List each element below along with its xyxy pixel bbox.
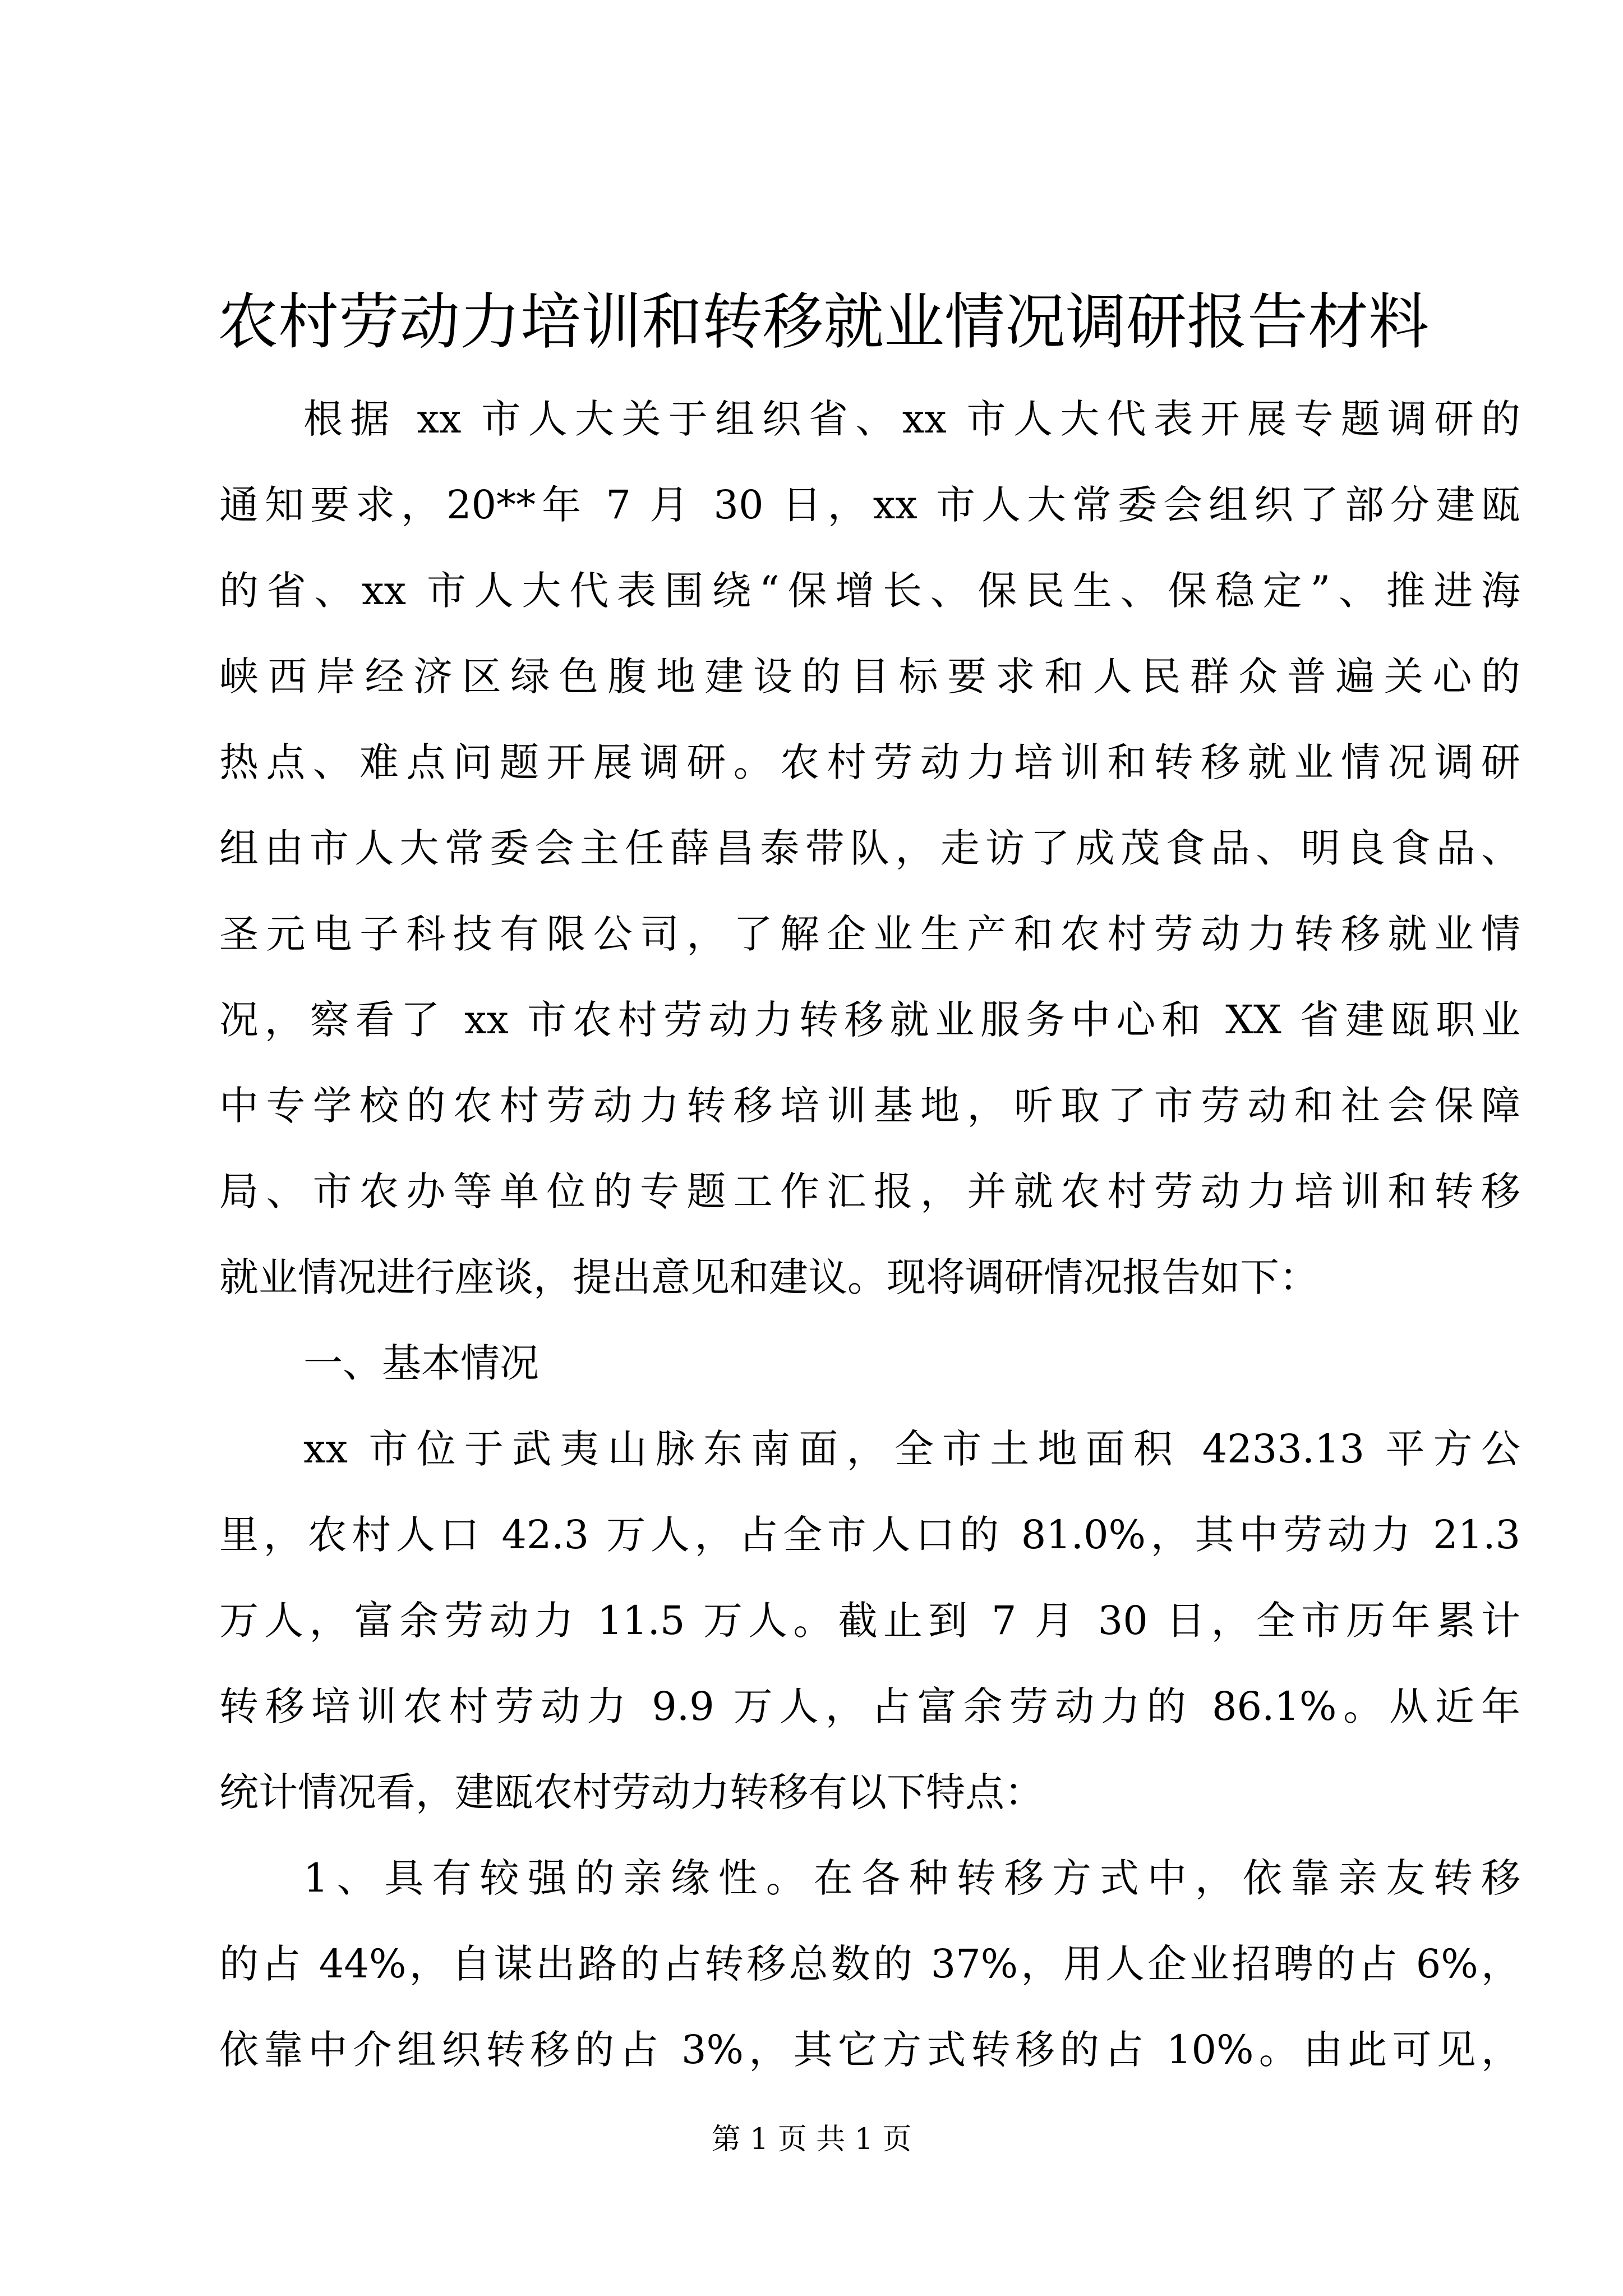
paragraph-line: 峡西岸经济区绿色腹地建设的目标要求和人民群众普遍关心的 <box>219 654 1520 700</box>
section-heading: 一、基本情况 <box>303 1340 539 1386</box>
document-body <box>219 376 1520 2093</box>
paragraph-line: 万人，富余劳动力 11.5 万人。截止到 7 月 30 日，全市历年累计 <box>219 1598 1520 1644</box>
page-number-footer: 第 1 页 共 1 页 <box>711 2123 912 2156</box>
paragraph-line: 的占 44%，自谋出路的占转移总数的 37%，用人企业招聘的占 6%， <box>219 1941 1520 1987</box>
paragraph-line: 圣元电子科技有限公司，了解企业生产和农村劳动力转移就业情 <box>219 911 1520 957</box>
paragraph-line: 1、具有较强的亲缘性。在各种转移方式中，依靠亲友转移 <box>303 1855 1520 1901</box>
paragraph-line: 就业情况进行座谈，提出意见和建议。现将调研情况报告如下： <box>219 1254 1318 1300</box>
paragraph-line: 局、市农办等单位的专题工作汇报，并就农村劳动力培训和转移 <box>219 1168 1520 1214</box>
paragraph-line: 里，农村人口 42.3 万人，占全市人口的 81.0%，其中劳动力 21.3 <box>219 1512 1520 1558</box>
paragraph-line: xx 市位于武夷山脉东南面，全市土地面积 4233.13 平方公 <box>303 1426 1520 1472</box>
paragraph-line: 依靠中介组织转移的占 3%，其它方式转移的占 10%。由此可见， <box>219 2027 1520 2073</box>
paragraph-line: 中专学校的农村劳动力转移培训基地，听取了市劳动和社会保障 <box>219 1083 1520 1129</box>
paragraph-line: 热点、难点问题开展调研。农村劳动力培训和转移就业情况调研 <box>219 739 1520 785</box>
paragraph-line: 根据 xx 市人大关于组织省、xx 市人大代表开展专题调研的 <box>303 396 1520 442</box>
paragraph-line: 统计情况看，建瓯农村劳动力转移有以下特点： <box>219 1769 1044 1815</box>
document-title: 农村劳动力培训和转移就业情况调研报告材料 <box>218 287 1430 357</box>
paragraph-line: 的省、xx 市人大代表围绕“保增长、保民生、保稳定”、推进海 <box>219 568 1520 614</box>
paragraph-line: 转移培训农村劳动力 9.9 万人，占富余劳动力的 86.1%。从近年 <box>219 1683 1520 1729</box>
paragraph-line: 通知要求，20**年 7 月 30 日，xx 市人大常委会组织了部分建瓯 <box>219 482 1520 528</box>
paragraph-line: 况，察看了 xx 市农村劳动力转移就业服务中心和 XX 省建瓯职业 <box>219 997 1520 1043</box>
paragraph-line: 组由市人大常委会主任薛昌泰带队，走访了成茂食品、明良食品、 <box>219 825 1520 871</box>
